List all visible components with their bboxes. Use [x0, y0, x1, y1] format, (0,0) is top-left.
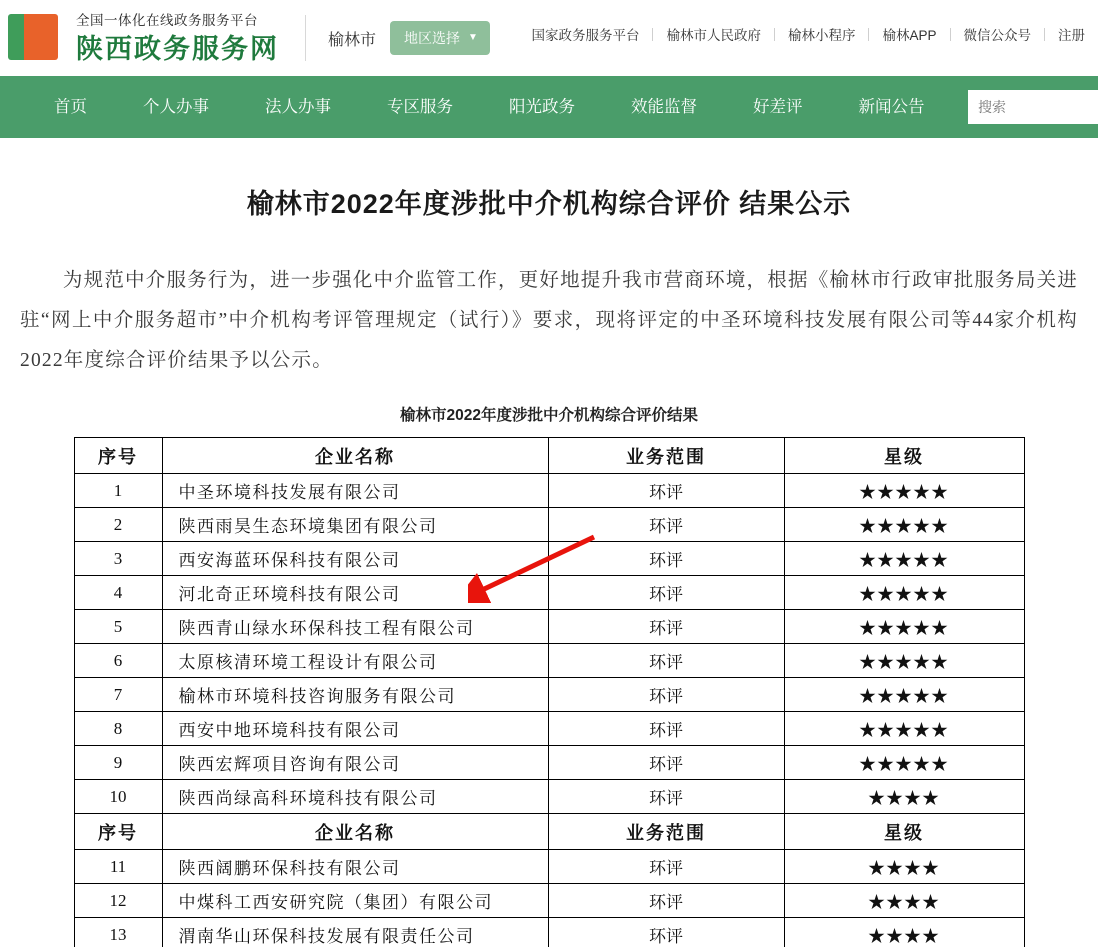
cell-company: 西安海蓝环保科技有限公司	[162, 542, 548, 576]
cell-scope: 环评	[548, 644, 784, 678]
cell-stars: ★★★★	[784, 850, 1024, 884]
cell-no: 11	[74, 850, 162, 884]
column-header-company: 企业名称	[162, 438, 548, 474]
evaluation-results-table	[74, 437, 1025, 947]
table-row	[74, 644, 1024, 678]
cell-company: 陕西雨昊生态环境集团有限公司	[162, 508, 548, 542]
cell-scope: 环评	[548, 712, 784, 746]
top-link-miniprogram[interactable]: 榆林小程序	[787, 28, 856, 43]
cell-scope: 环评	[548, 610, 784, 644]
cell-company: 中煤科工西安研究院（集团）有限公司	[162, 884, 548, 918]
cell-company: 西安中地环境科技有限公司	[162, 712, 548, 746]
cell-company: 中圣环境科技发展有限公司	[162, 474, 548, 508]
cell-no: 1	[74, 474, 162, 508]
top-link-national-platform[interactable]: 国家政务服务平台	[531, 28, 640, 43]
cell-company: 陕西阔鹏环保科技有限公司	[162, 850, 548, 884]
cell-scope: 环评	[548, 918, 784, 947]
cell-scope: 环评	[548, 678, 784, 712]
table-row	[74, 780, 1024, 814]
table-caption: 榆林市2022年度涉批中介机构综合评价结果	[400, 407, 698, 424]
table-row	[74, 678, 1024, 712]
cell-no: 10	[74, 780, 162, 814]
table-row	[74, 474, 1024, 508]
nav-item-news[interactable]: 新闻公告	[858, 98, 925, 116]
nav-item-legal-person[interactable]: 法人办事	[265, 98, 331, 116]
cell-stars: ★★★★★	[784, 542, 1024, 576]
cell-company: 陕西宏辉项目咨询有限公司	[162, 746, 548, 780]
main-navigation	[0, 76, 1098, 138]
nav-item-zone-service[interactable]: 专区服务	[387, 98, 453, 116]
table-row	[74, 746, 1024, 780]
top-link-wechat[interactable]: 微信公众号	[963, 28, 1031, 43]
cell-no: 4	[74, 576, 162, 610]
region-select-label: 地区选择	[404, 30, 461, 46]
current-city-label: 榆林市	[328, 31, 377, 49]
cell-no: 13	[74, 918, 162, 947]
table-row	[74, 918, 1024, 947]
table-row	[74, 576, 1024, 610]
region-select-button[interactable]	[390, 21, 490, 55]
chevron-down-icon: ▼	[468, 32, 478, 43]
column-header-stars: 星级	[784, 438, 1024, 474]
cell-no: 6	[74, 644, 162, 678]
table-row	[74, 542, 1024, 576]
column-header-no: 序号	[74, 438, 162, 474]
column-header-no: 序号	[74, 814, 162, 850]
cell-stars: ★★★★★	[784, 712, 1024, 746]
table-row	[74, 610, 1024, 644]
cell-scope: 环评	[548, 746, 784, 780]
cell-scope: 环评	[548, 542, 784, 576]
top-link-app[interactable]: 榆林APP	[882, 28, 937, 43]
cell-stars: ★★★★	[784, 884, 1024, 918]
nav-item-sunshine-government[interactable]: 阳光政务	[509, 98, 575, 116]
cell-stars: ★★★★	[784, 780, 1024, 814]
column-header-stars: 星级	[784, 814, 1024, 850]
document-paragraph: 为规范中介服务行为，进一步强化中介监管工作，更好地提升我市营商环境，根据《榆林市行政审批服务局关进驻“网上中介服务超市”中介机构考评管理规定（试行）》要求，现将评定的中圣环境科技发展有限公司等44家介机构2022年度综合评价结果予以公示。	[20, 270, 1078, 371]
cell-no: 5	[74, 610, 162, 644]
site-logo-icon	[8, 10, 64, 66]
table-row	[74, 712, 1024, 746]
cell-stars: ★★★★★	[784, 474, 1024, 508]
column-header-company: 企业名称	[162, 814, 548, 850]
table-header-row	[74, 438, 1024, 474]
cell-no: 9	[74, 746, 162, 780]
top-link-city-government[interactable]: 榆林市人民政府	[666, 28, 761, 43]
table-row	[74, 884, 1024, 918]
nav-item-efficiency-supervision[interactable]: 效能监督	[631, 98, 697, 116]
table-row	[74, 850, 1024, 884]
cell-scope: 环评	[548, 508, 784, 542]
nav-item-personal[interactable]: 个人办事	[143, 98, 209, 116]
cell-stars: ★★★★★	[784, 678, 1024, 712]
cell-company: 榆林市环境科技咨询服务有限公司	[162, 678, 548, 712]
cell-no: 2	[74, 508, 162, 542]
cell-no: 12	[74, 884, 162, 918]
cell-no: 8	[74, 712, 162, 746]
cell-company: 河北奇正环境科技有限公司	[162, 576, 548, 610]
header-top-links	[518, 24, 1098, 44]
page-title: 榆林市2022年度涉批中介机构综合评价 结果公示	[246, 189, 852, 219]
cell-scope: 环评	[548, 850, 784, 884]
nav-item-review[interactable]: 好差评	[753, 98, 803, 116]
document-body	[0, 138, 1098, 947]
cell-stars: ★★★★★	[784, 576, 1024, 610]
cell-no: 7	[74, 678, 162, 712]
search-input[interactable]	[968, 90, 1098, 124]
cell-stars: ★★★★★	[784, 746, 1024, 780]
logo-subtitle: 全国一体化在线政务服务平台	[76, 12, 258, 28]
cell-company: 渭南华山环保科技发展有限责任公司	[162, 918, 548, 947]
cell-stars: ★★★★	[784, 918, 1024, 947]
cell-company: 陕西青山绿水环保科技工程有限公司	[162, 610, 548, 644]
site-header	[0, 0, 1098, 76]
cell-company: 太原核清环境工程设计有限公司	[162, 644, 548, 678]
column-header-scope: 业务范围	[548, 814, 784, 850]
site-logo-text	[76, 12, 279, 65]
cell-no: 3	[74, 542, 162, 576]
table-header-row-repeat	[74, 814, 1024, 850]
cell-stars: ★★★★★	[784, 610, 1024, 644]
cell-scope: 环评	[548, 780, 784, 814]
header-divider	[305, 15, 306, 61]
cell-stars: ★★★★★	[784, 508, 1024, 542]
cell-company: 陕西尚绿高科环境科技有限公司	[162, 780, 548, 814]
top-link-register[interactable]: 注册	[1058, 28, 1085, 43]
logo-title: 陕西政务服务网	[76, 33, 279, 64]
cell-scope: 环评	[548, 576, 784, 610]
column-header-scope: 业务范围	[548, 438, 784, 474]
cell-scope: 环评	[548, 474, 784, 508]
table-body	[74, 438, 1024, 947]
nav-item-home[interactable]: 首页	[54, 98, 87, 116]
cell-scope: 环评	[548, 884, 784, 918]
cell-stars: ★★★★★	[784, 644, 1024, 678]
table-row	[74, 508, 1024, 542]
